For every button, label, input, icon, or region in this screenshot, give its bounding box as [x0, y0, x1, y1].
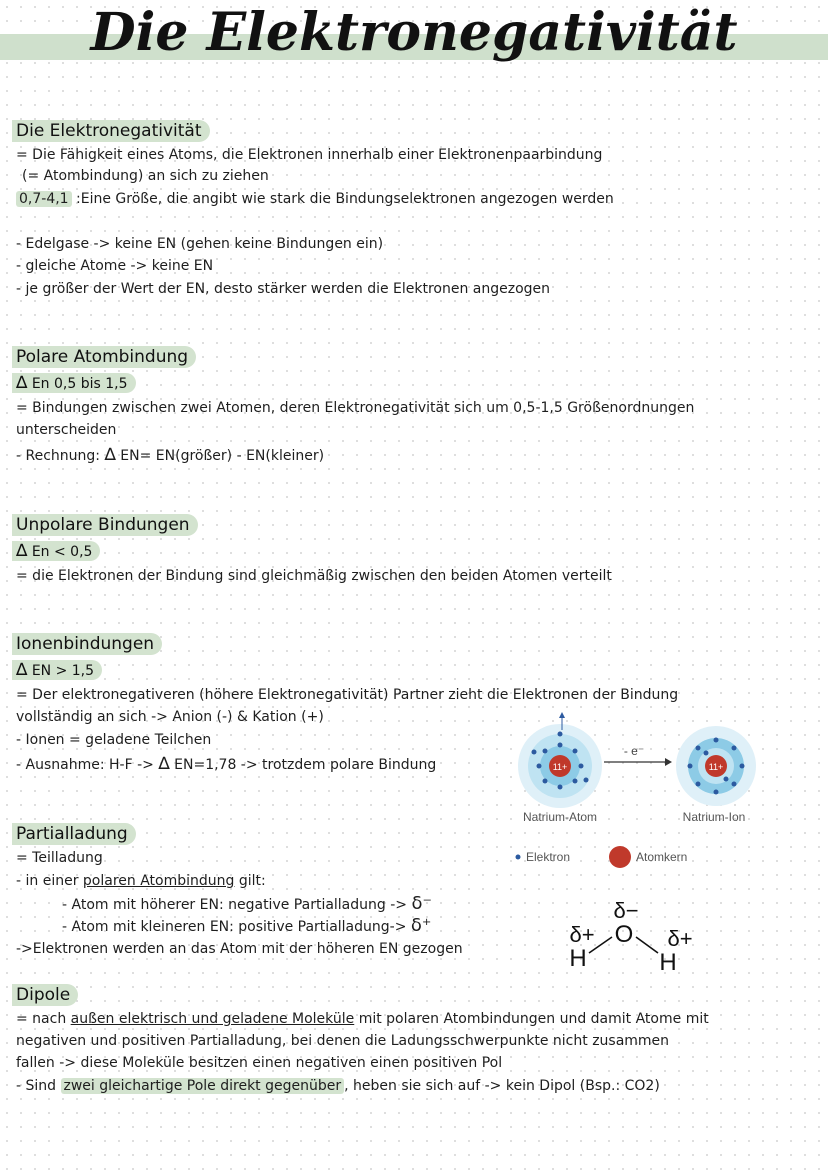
text-line: = Die Fähigkeit eines Atoms, die Elektronen innerhalb einer Elektronenpaarbindung [16, 147, 603, 163]
reaction-arrow [604, 744, 672, 766]
heading-dipole: Dipole [12, 984, 78, 1006]
text-fragment: mit polaren Atombindungen und damit Atome mit [358, 1011, 709, 1027]
delta-plus-symbol: δ⁺ [410, 915, 432, 936]
legend-electron: Elektron [526, 850, 571, 864]
bond-right [636, 937, 658, 953]
hydrogen-atom-right: H [659, 949, 677, 974]
positive-charge-rule: - Atom mit kleineren EN: positive Partialladung-> [62, 919, 407, 935]
arrow-head [559, 712, 565, 718]
text-line [16, 1076, 660, 1096]
atom-caption: Natrium-Atom [522, 810, 598, 824]
underlined-term: außen elektrisch und geladene Moleküle [70, 1011, 355, 1027]
text-line: = Teilladung [16, 850, 103, 866]
legend-nucleus: Atomkern [636, 850, 688, 864]
text-fragment: - Sind [16, 1078, 57, 1094]
delta-symbol: ∆ [16, 373, 28, 393]
calc-formula: EN= EN(größer) - EN(kleiner) [120, 448, 325, 464]
condition-badge [12, 660, 102, 680]
range-highlight: 0,7-4,1 [16, 191, 72, 207]
exception-value: EN=1,78 -> trotzdem polare Bindung [174, 757, 437, 773]
condition-text: EN > 1,5 [31, 663, 95, 679]
text-line [16, 445, 324, 466]
heading-polare-atombindung: Polare Atombindung [12, 346, 196, 368]
legend-nucleus-dot [609, 846, 631, 868]
text-line: - je größer der Wert der EN, desto stärker werden die Elektronen angezogen [16, 281, 551, 297]
heading-ionenbindungen: Ionenbindungen [12, 633, 162, 655]
text-line: negativen und positiven Partialladung, bei denen die Ladungsschwerpunkte nicht zusammen [16, 1033, 670, 1049]
text-line: = Bindungen zwischen zwei Atomen, deren Elektronegativität sich um 0,5-1,5 Größenordnungen [16, 400, 695, 416]
text-line: - Edelgase -> keine EN (gehen keine Bindungen ein) [16, 236, 384, 252]
delta-symbol: ∆ [104, 445, 116, 465]
nucleus-charge: 11+ [708, 762, 724, 772]
delta-plus-label-left: δ+ [569, 922, 595, 947]
text-line [16, 189, 614, 209]
text-line [16, 871, 266, 891]
text-fragment: - in einer [16, 873, 79, 889]
sodium-atom [518, 712, 602, 808]
highlighted-term: zwei gleichartige Pole direkt gegenüber [61, 1078, 345, 1094]
exception-label: - Ausnahme: H-F -> [16, 757, 154, 773]
delta-plus-label-right: δ+ [667, 926, 693, 951]
text-line: fallen -> diese Moleküle besitzen einen negativen einen positiven Pol [16, 1055, 503, 1071]
text-line: vollständig an sich -> Anion (-) & Kation (+) [16, 709, 324, 725]
condition-badge [12, 373, 136, 393]
text-line [16, 754, 436, 775]
hydrogen-atom-left: H [569, 945, 587, 972]
heading-partialladung: Partialladung [12, 823, 136, 845]
delta-minus-symbol: δ⁻ [411, 893, 432, 914]
oxygen-atom: O [614, 921, 634, 948]
text-line: ->Elektronen werden an das Atom mit der höheren EN gezogen [16, 941, 463, 957]
range-description: :Eine Größe, die angibt wie stark die Bindungselektronen angezogen werden [76, 191, 614, 207]
calc-label: - Rechnung: [16, 448, 101, 464]
text-fragment: , heben sie sich auf -> kein Dipol (Bsp.: CO2) [344, 1078, 660, 1094]
text-line: = Der elektronegativeren (höhere Elektronegativität) Partner zieht die Elektronen der Bindung [16, 687, 679, 703]
legend-electron-dot [516, 855, 521, 860]
condition-badge [12, 541, 100, 561]
text-line [16, 1009, 709, 1029]
delta-minus-label: δ− [613, 898, 639, 923]
condition-text: En < 0,5 [31, 544, 93, 560]
text-fragment: = nach [16, 1011, 67, 1027]
sodium-ion-diagram [508, 708, 768, 878]
heading-unpolare-bindungen: Unpolare Bindungen [12, 514, 198, 536]
delta-symbol: ∆ [16, 541, 28, 561]
nucleus-charge: 11+ [552, 762, 568, 772]
text-line [62, 894, 432, 915]
text-line: unterscheiden [16, 422, 117, 438]
page-title: Die Elektronegativität [90, 2, 738, 63]
arrow-label: - e⁻ [623, 744, 645, 758]
negative-charge-rule: - Atom mit höherer EN: negative Partialladung -> [62, 897, 408, 913]
text-line: = die Elektronen der Bindung sind gleichmäßig zwischen den beiden Atomen verteilt [16, 568, 612, 584]
water-molecule-diagram [556, 890, 706, 974]
text-fragment: gilt: [238, 873, 266, 889]
text-line: - gleiche Atome -> keine EN [16, 258, 214, 274]
sodium-ion [676, 726, 756, 806]
delta-symbol: ∆ [158, 754, 170, 774]
text-line: - Ionen = geladene Teilchen [16, 732, 212, 748]
delta-symbol: ∆ [16, 660, 28, 680]
text-line: (= Atombindung) an sich zu ziehen [22, 168, 269, 184]
ion-caption: Natrium-Ion [682, 810, 746, 824]
heading-elektronegativitaet: Die Elektronegativität [12, 120, 210, 142]
underlined-term: polaren Atombindung [82, 873, 235, 889]
text-line [62, 916, 431, 937]
condition-text: En 0,5 bis 1,5 [31, 376, 128, 392]
